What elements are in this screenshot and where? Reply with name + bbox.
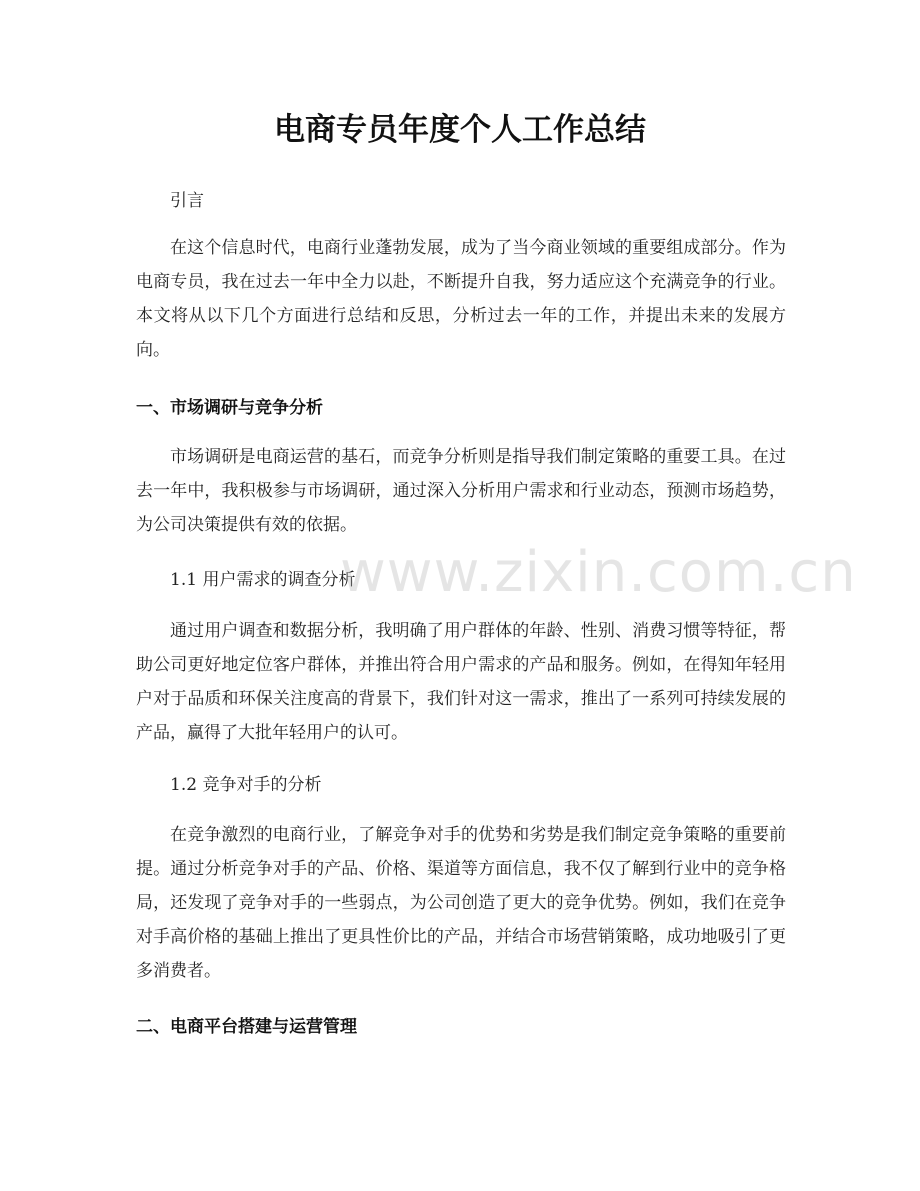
section-1-paragraph: 市场调研是电商运营的基石，而竞争分析则是指导我们制定策略的重要工具。在过去一年中，我积极参与市场调研，通过深入分析用户需求和行业动态，预测市场趋势，为公司决策提供有效的依据。 [136, 447, 786, 535]
subsection-1-1-paragraph: 通过用户调查和数据分析，我明确了用户群体的年龄、性别、消费习惯等特征，帮助公司更好地定位客户群体，并推出符合用户需求的产品和服务。例如，在得知年轻用户对于品质和环保关注度高的背景下，我们针对这一需求，推出了一系列可持续发展的产品，赢得了大批年轻用户的认可。 [136, 621, 786, 743]
subsection-1-2-paragraph: 在竞争激烈的电商行业，了解竞争对手的优势和劣势是我们制定竞争策略的重要前提。通过分析竞争对手的产品、价格、渠道等方面信息，我不仅了解到行业中的竞争格局，还发现了竞争对手的一些弱点，为公司创造了更大的竞争优势。例如，我们在竞争对手高价格的基础上推出了更具性价比的产品，并结合市场营销策略，成功地吸引了更多消费者。 [136, 825, 786, 981]
watermark: www.zixin.com.cn [340, 540, 857, 605]
section-2-heading: 二、电商平台搭建与运营管理 [136, 1017, 357, 1037]
intro-label: 引言 [170, 191, 204, 211]
subsection-1-1-heading: 1.1 用户需求的调查分析 [170, 570, 356, 590]
section-1-heading: 一、市场调研与竞争分析 [136, 398, 323, 418]
intro-paragraph: 在这个信息时代，电商行业蓬勃发展，成为了当今商业领域的重要组成部分。作为电商专员，我在过去一年中全力以赴，不断提升自我，努力适应这个充满竞争的行业。本文将从以下几个方面进行总结和反思，分析过去一年的工作，并提出未来的发展方向。 [136, 238, 786, 360]
subsection-1-2-heading: 1.2 竞争对手的分析 [170, 775, 322, 795]
document-title: 电商专员年度个人工作总结 [274, 112, 646, 148]
